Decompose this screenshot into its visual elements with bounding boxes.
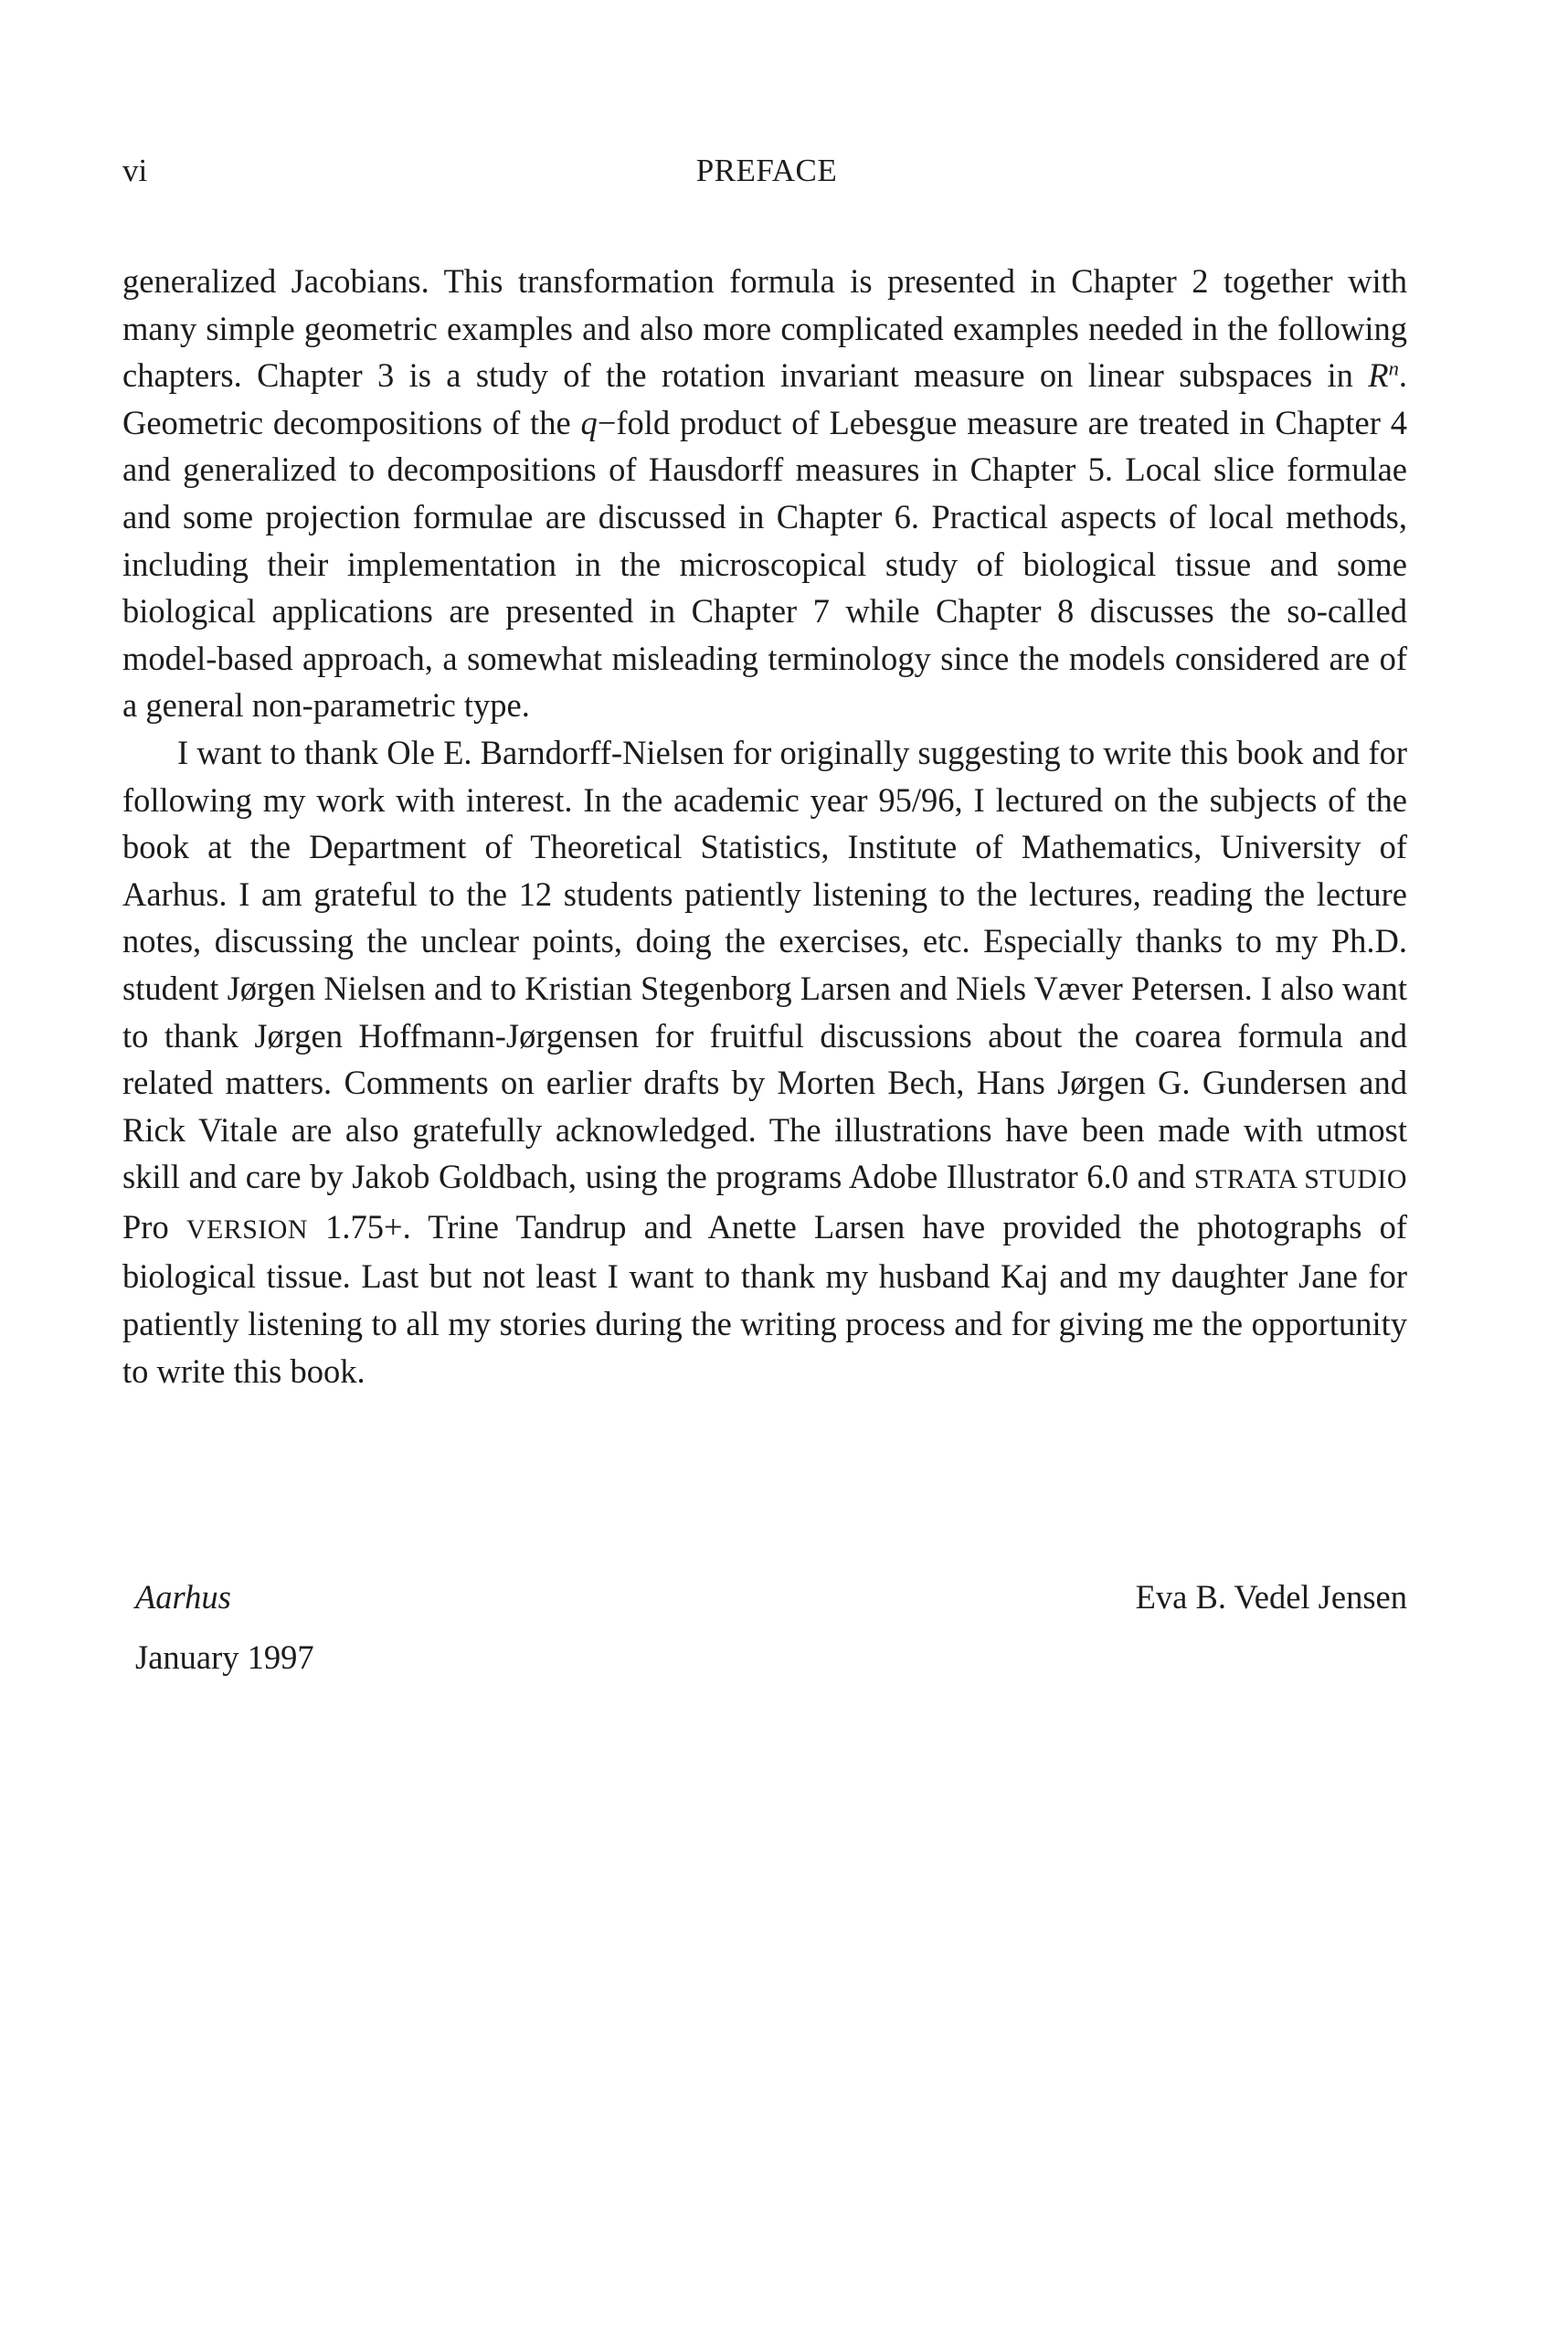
paragraph-text: Pro [122,1207,186,1246]
math-symbol-r: R [1368,356,1389,395]
page-number: vi [122,153,148,188]
small-caps-strata-studio: STRATA STUDIO [1193,1164,1407,1195]
paragraph-text: −fold product of Lebesgue measure are treated in Chapter 4 and generalized to decompositions of Hausdorff measures in Chapter 5. Local slice formulae and some projection formulae are discussed in Chapter 6. Practical aspects of local methods, including their implementation in the microscopical study of biological tissue and some biological applications are presented in Chapter 7 while Chapter 8 discusses the so-called model-based approach, a somewhat misleading terminology since the models considered are of a general non-parametric type. [122,403,1407,725]
paragraph-text: . Geometric decompositions of the [122,356,1407,441]
signature-author: Eva B. Vedel Jensen [1135,1578,1407,1616]
signature-place: Aarhus [135,1578,231,1616]
running-head [122,148,1411,194]
paragraph-acknowledgements [122,729,1407,1394]
signature-date: January 1997 [135,1638,314,1676]
paragraph-text: generalized Jacobians. This transformation formula is presented in Chapter 2 together with many simple geometric examples and also more complicated examples needed in the following chapters. Chapter 3 is a study of the rotation invariant measure on linear subspaces in [122,262,1407,395]
math-superscript-n: n [1388,356,1399,380]
paragraph-text: I want to thank Ole E. Barndorff-Nielsen for originally suggesting to write this book and for following my work with interest. In the academic year 95/96, I lectured on the subjects of the book at the Department of Theoretical Statistics, Institute of Mathematics, University of Aarhus. I am grateful to the 12 students patiently listening to the lectures, reading the lecture notes, discussing the unclear points, doing the exercises, etc. Especially thanks to my Ph.D. student Jørgen Nielsen and to Kristian Stegenborg Larsen and Niels Væver Petersen. I also want to thank Jørgen Hoffmann-Jørgensen for fruitful discussions about the coarea formula and related matters. Comments on earlier drafts by Morten Bech, Hans Jørgen G. Gundersen and Rick Vitale are also gratefully acknowledged. The illustrations have been made with utmost skill and care by Jakob Goldbach, using the programs Adobe Illustrator 6.0 and [122,733,1407,1196]
paragraph-chapter-overview [122,258,1407,729]
running-title: PREFACE [695,153,838,188]
paragraph-text: 1.75+. Trine Tandrup and Anette Larsen have provided the photographs of biological tissue. Last but not least I want to thank my husband Kaj and my daughter Jane for patiently listening to all my stories during the writing process and for giving me the opportunity to write this book. [122,1207,1407,1390]
preface-body [122,258,1407,1394]
small-caps-version: VERSION [185,1214,309,1245]
math-symbol-q: q [580,403,598,441]
